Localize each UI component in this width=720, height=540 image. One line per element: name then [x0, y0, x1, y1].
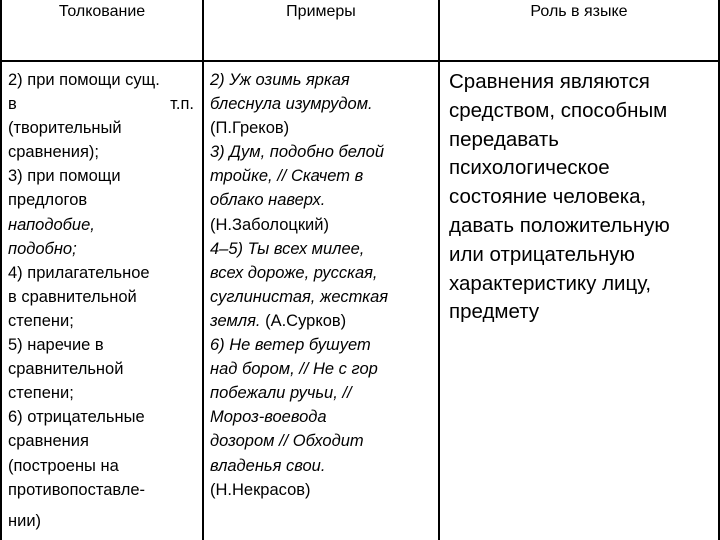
- role-line: Сравнения являются: [449, 70, 650, 93]
- example-word: земля.: [210, 311, 261, 330]
- role-line: состояние человека,: [449, 185, 647, 209]
- example-line: 2) Уж озимь яркая: [210, 71, 350, 89]
- interpretation-line: степени;: [8, 384, 74, 403]
- example-line: (Н.Некрасов): [210, 480, 311, 499]
- example-line: Мороз-воевода: [210, 408, 327, 427]
- role-line: предмету: [449, 300, 540, 324]
- role-line: давать положительную: [449, 213, 670, 237]
- example-line: побежали ручьи, //: [210, 384, 352, 403]
- role-line: характеристику лицу,: [449, 271, 652, 295]
- example-author: (А.Сурков): [260, 311, 347, 330]
- example-line: [210, 309, 432, 333]
- interpretation-line: в сравнительной: [8, 287, 137, 306]
- header-divider: [0, 60, 720, 62]
- example-line: (Н.Заболоцкий): [210, 215, 329, 234]
- interpretation-line: 5) наречие в: [8, 336, 104, 355]
- column-divider-2: [438, 0, 440, 540]
- interpretation-line: степени;: [8, 311, 74, 330]
- role-line: психологическое: [449, 156, 610, 180]
- interpretation-line: сравнения);: [8, 143, 99, 162]
- interpretation-line: 3) при помощи: [8, 167, 121, 186]
- example-line: блеснула изумрудом.: [210, 95, 373, 114]
- interpretation-cell: [8, 68, 200, 533]
- example-line: суглинистая, жесткая: [210, 287, 389, 306]
- example-line: владенья свои.: [210, 456, 326, 475]
- interpretation-word: т.п.: [170, 95, 194, 114]
- role-line: передавать: [449, 127, 559, 151]
- interpretation-line: 2) при помощи сущ.: [8, 71, 160, 89]
- interpretation-line: 4) прилагательное: [8, 263, 150, 282]
- table-border-left: [0, 0, 2, 540]
- header-examples: Примеры: [286, 3, 356, 20]
- role-cell: [449, 68, 714, 327]
- interpretation-line: предлогов: [8, 191, 88, 210]
- interpretation-line: противопоставле-: [8, 480, 146, 499]
- role-line: средством, способным: [449, 98, 668, 122]
- example-line: над бором, // Не с гор: [210, 360, 378, 379]
- role-line: или отрицательную: [449, 242, 635, 266]
- example-line: 6) Не ветер бушует: [210, 336, 371, 355]
- interpretation-line: (построены на: [8, 456, 119, 475]
- interpretation-line: сравнения: [8, 432, 89, 451]
- interpretation-line: 6) отрицательные: [8, 408, 145, 427]
- interpretation-line: [8, 92, 194, 116]
- example-line: 3) Дум, подобно белой: [210, 143, 385, 162]
- header-role-in-language: Роль в языке: [530, 3, 628, 20]
- example-line: 4–5) Ты всех милее,: [210, 239, 365, 258]
- example-line: (П.Греков): [210, 119, 290, 138]
- example-line: тройке, // Скачет в: [210, 167, 364, 186]
- example-line: всех дороже, русская,: [210, 263, 378, 282]
- interpretation-line: нии): [8, 511, 42, 530]
- example-line: дозором // Обходит: [210, 432, 364, 451]
- example-line: облако наверх.: [210, 191, 326, 210]
- interpretation-line: сравнительной: [8, 360, 124, 379]
- interpretation-line: (творительный: [8, 119, 122, 138]
- examples-cell: [210, 68, 432, 502]
- interpretation-line: наподобие,: [8, 215, 95, 234]
- interpretation-line: подобно;: [8, 239, 77, 258]
- header-interpretation: Толкование: [58, 3, 146, 20]
- interpretation-word: в: [8, 95, 17, 114]
- column-divider-1: [202, 0, 204, 540]
